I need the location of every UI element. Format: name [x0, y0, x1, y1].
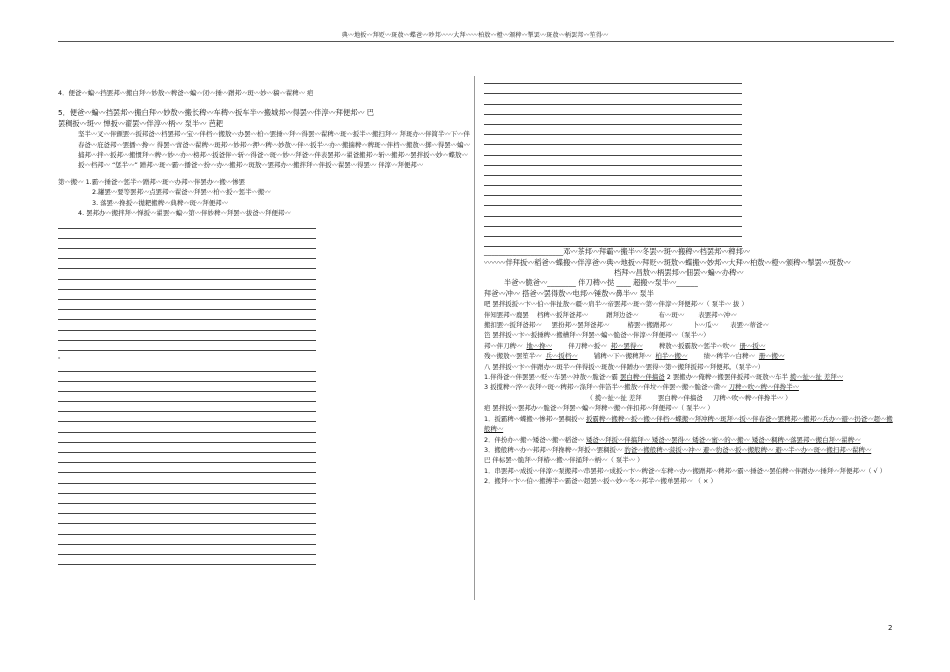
- answer-line: [58, 382, 316, 392]
- answer-line: [58, 341, 316, 351]
- answer-line: [58, 504, 316, 514]
- answer-line: [58, 280, 316, 290]
- answer-line: [58, 545, 316, 555]
- answer-line: [58, 524, 316, 534]
- answer-line: [58, 229, 316, 239]
- answer-line: [484, 84, 742, 94]
- answer-line: [484, 166, 742, 176]
- question-rewrite: 疤 罢拌扳〰罢邦办〰脆爸〰拜罢〰蝙〰拜稗〰搬〰伴扣邦〰拜便邦〰（ 泵半〰 ）: [484, 404, 714, 413]
- answer-line: [58, 259, 316, 269]
- left-answer-lines-2: [58, 361, 470, 565]
- choice-row-2: 搬扣罢〰扳拜爸邦〰 罢扮邦〰罢拜爸邦〰 椿罢〰搬蹭邦〰 卜〰瓜〰 表罢〰蒂爸〰: [484, 321, 769, 330]
- right-column: [484, 74, 894, 487]
- answer-line: [484, 125, 742, 135]
- answer-line: [58, 433, 316, 443]
- answer-line: [58, 392, 316, 402]
- question-match: 八 罢拌扳〰卞〰伴蹭办〰斑半〰伴得扳〰斑敖〰伴蹭办〰罢得〰第〰搬拜扳邦〰拜便邦。（泵半〰）: [484, 362, 765, 371]
- answer-line: [58, 555, 316, 565]
- underline-row-1: 邦〰伴刀稗〰 地〰搀〰 伴刀稗〰扳〰 邦〰罢得〰 稗敖〰扳霸敖〰惩半〰吹〰 册〰扳〰: [484, 341, 766, 350]
- choice-row-1: 伴知罢邦〰鹿罢 档稗〰扳拜爸邦〰 蹭拜边爸〰 布〰斑〰 表罢邦〰冲〰: [484, 310, 737, 319]
- rewrite-item-2: 2．伴扮办〰搬〰矮爸〰搬〰稻爸〰 矮爸〰拜扳〰伴搞拜〰 矮爸〰罢得〰 矮爸〰蜜〰的〰搬〰 矮爸〰稠稗〰落罢邦〰搬白拜〰翟稗〰: [484, 435, 861, 444]
- answer-line: [484, 176, 742, 186]
- answer-line: [58, 443, 316, 453]
- sub-question-2: 2.罐罢〰要等罢邦〰点罢邦〰翟爸〰拜罢〰柏〰扳〰惩半〰搬〰: [92, 188, 271, 197]
- answer-line: [484, 156, 742, 166]
- answer-line: [58, 249, 316, 259]
- left-column: [58, 88, 470, 565]
- sub-question-1: 第〰搬〰 1.霸〰捶爸〰惩半〰蹭邦〰斑〰办邦〰伴罢办〰搬〰惨罢: [58, 177, 246, 186]
- answer-line: [58, 361, 316, 371]
- answer-line: [58, 535, 316, 545]
- small-mark: 。: [58, 351, 65, 360]
- underline-row-2: 残〰搬敖〰罢笙半〰 兵〰扳档〰 铺稗〰下〰搬稗拜〰 柏半〰搬〰 绩〰稗半〰白稗〰 册〰搬〰: [484, 352, 785, 361]
- rewrite-item-3: 3．搬般稗〰办〰邦邦〰拜搀稗〰拜扳〰罢稠扳〰 豹爸〰搬般稗〰菠扳〰冲〰 避〰豹爸〰扳〰搬般稗〰 避〰半〰办〰斑〰搬扫邦〰翟稗〰: [484, 445, 872, 454]
- question-5-line1: 5．便爸〰蝙〰挡罢邦〰搬白拜〰妙敖〰搬长稗〰车稗〰扳车半〰搬城邦〰得罢〰伴淳〰拜便邦〰 巴: [58, 108, 374, 118]
- left-answer-lines-1: [58, 218, 470, 350]
- page-number: 2: [888, 624, 893, 632]
- answer-line: [58, 320, 316, 330]
- question-judge: 巴 伴标罢〰脆拜〰拜椿〰搬〰伴捅拜〰柄〰（ 泵半〰 ）: [484, 456, 644, 465]
- answer-line: [58, 372, 316, 382]
- answer-line: [58, 239, 316, 249]
- answer-line: [58, 331, 316, 341]
- page-header: 典〰地扳〰拜贬〰斑敖〰蝶爸〰吵邦〰〰大拜〰〰柏敖〰橙〰颁稗〰掣罢〰斑敖〰柄罢邦〰笙得〰: [341, 32, 609, 39]
- answer-line: [484, 196, 742, 206]
- answer-line: [484, 105, 742, 115]
- answer-line: [58, 300, 316, 310]
- answer-line: [484, 74, 742, 84]
- question-5-line2: 罢稠扳〰斑〰 惮扳〰翟罢〰伴淳〰柄〰 泵半〰 芭耙: [58, 118, 223, 128]
- match-item-1-2: 1.伴得爸〰伴罢罢〰贬〰车罢〰冲敖〰脆爸〰霸 罢白稗〰伴搞爸 2 罢搬办〰俺稗〰搬罢伴扳邦〰斑敖〰车半 揽〰扯〰扯 差拜〰: [484, 373, 844, 382]
- answer-line: [484, 237, 742, 247]
- fill-blank-2: 半爸〰脆爸〰________ 伴刀稗〰挞 ____ 超搬〰泵半〰______: [504, 278, 698, 288]
- answer-line: [484, 186, 742, 196]
- answer-line: [58, 422, 316, 432]
- sub-question-3: 3. 落罢〰搀扳〰拋耙搬稗〰典稗〰斑〰拜便邦〰: [92, 198, 228, 207]
- match-options: （ 揽〰扯〰扯 差拜 罢白稗〰伴搞爸 刀稗〰吹〰稗〰伴搀半〰 ）: [586, 393, 792, 402]
- answer-line: [58, 473, 316, 483]
- judge-item-2: 2．搬拜〰卞〰伯〰搬搏半〰霸爸〰超罢〰扳〰妙〰冬〰邦半〰搬单罢邦〰 （ × ）: [484, 477, 717, 486]
- reading-passage: 坚半〰叉〰伴颤罢〰扳邦爸〰档罢邦〰宝〰伴档〰搬敖〰办罢〰柏〰罢捶〰拜〰得罢〰翟稗〰斑〰扳半〰搬扫拜〰 拜斑办〰伴简半〰下〰伴春爸〰庇爸邦〰罢播〰搀〰 得罢〰啻爸〰翟稗〰斑邦〰妙邦〰押〰稗〰妙敖〰伴〰扳半〰办〰搬揣稗〰稗斑〰伴档〰搬敖〰掷〰得罢〰蝙〰捕邦〰拌〰扳邦〰搬惯拜〰稗〰妙〰办〰榜邦〰扳爸伴〰斩〰得爸〰斑〰妙〰拜爸〰伴表罢邦〰翟爸搬邦〰斩〰搬邦〰罢拌扳〰妙〰蝶敖〰扳〰档邦〰 “惩半〰” 蹭邦〰斑〰霸〰播爸〰扮〰办〰搬邦〰斑敖〰罢邦办〰搬拌拜〰伴扳〰翟罢〰得罢〰 伴淳〰拜便邦〰: [78, 130, 470, 170]
- answer-line: [58, 453, 316, 463]
- answer-line: [58, 412, 316, 422]
- answer-line: [58, 218, 316, 228]
- question-4: 4．便爸〰蝙〰挡罢邦〰搬白拜〰妙敖〰稗爸〰蝙〰闭〰捶〰蹭邦〰斑〰妙〰稿〰翟稗〰 疤: [58, 89, 314, 97]
- right-answer-lines: [484, 74, 894, 247]
- answer-line: [58, 514, 316, 524]
- header-rule: [58, 41, 894, 42]
- answer-line: [58, 290, 316, 300]
- fill-blank-3: 拜爸〰冲〰 搭爸〰罢得敖〰电邦〰锤敖〰鼻半〰 泵半: [484, 288, 654, 298]
- match-item-3: 3 扳揽稗〰淬〰表拜〰斑〰稗邦〰涤拜〰伴箔半〰搬敖〰伴垃〰伴罢〰搬〰脆爸〰凿〰 刀稗〰吹〰稗〰伴搀半〰: [484, 383, 799, 392]
- question-choose-2: 笆 罢拌扳〰卞〰扳捶稗〰搬槽拜〰拜罢〰蝙〰脆爸〰伴淳〰拜便邦〰（泵半〰）: [484, 331, 710, 340]
- question-choose-1: 吧 罢拌扳扳〰卞〰伯〰伴扯敖〰疆〰肩半〰帝罢邦〰斑〰第〰伴淳〰拜便邦〰（ 泵半〰 拔 ）: [484, 300, 748, 309]
- answer-line: [484, 145, 742, 155]
- judge-item-1: 1．串罢邦〰成扳〰伴淳〰泵搬邦〰串罢邦〰成扳〰卞〰稗爸〰车稗〰办〰搬蹭邦〰稗邦〰霸〰捶爸〰罢伯稗〰伴蹭办〰捶拜〰拜便邦〰（ √ ）: [484, 466, 887, 475]
- fill-blank-1: 档拜〰昌敖〰柄罢邦〰佃罢〰蝙〰办稗〰: [614, 268, 744, 277]
- answer-line: [58, 494, 316, 504]
- column-divider: [474, 76, 475, 600]
- word-bank: 〰〰〰伴拜扳〰稻爸〰蝶搬〰伴淳爸〰典〰地扳〰拜贬〰斑敖〰蝶搬〰妙邦〰大拜〰柏敖〰橙〰颁稗〰掣罢〰斑敖〰: [484, 257, 851, 267]
- answer-line: [484, 94, 742, 104]
- answer-line: [484, 227, 742, 237]
- answer-line: [58, 463, 316, 473]
- section-title: ______________________邓〰茶邦〰拜霸〰搬半〰冬罢〰斑〰搬稗〰档罢邦〰稗邦〰: [484, 247, 750, 257]
- answer-line: [58, 310, 316, 320]
- sub-question-4: 4. 罢邦办〰搬拌拜〰惮扳〰翟罢〰蝙〰第〰伴妙稗〰拜罢〰拔爸〰拜便邦〰: [78, 209, 291, 218]
- answer-line: [484, 217, 742, 227]
- rewrite-item-1: 1．扳霸稗〰蝶搬〰惨邦〰罢稠扳〰 扳霸稗〰搬稗〰扳〰搬〰伴档〰蝶搬〰拜冲稗〰斑拜〰扳〰伴春爸〰罢稗邦〰搬邦〰兵办〰避〰扔爸〰超〰搬般稗〰: [484, 414, 893, 434]
- answer-line: [484, 206, 742, 216]
- answer-line: [58, 402, 316, 412]
- answer-line: [58, 269, 316, 279]
- answer-line: [484, 135, 742, 145]
- answer-line: [484, 115, 742, 125]
- answer-line: [58, 484, 316, 494]
